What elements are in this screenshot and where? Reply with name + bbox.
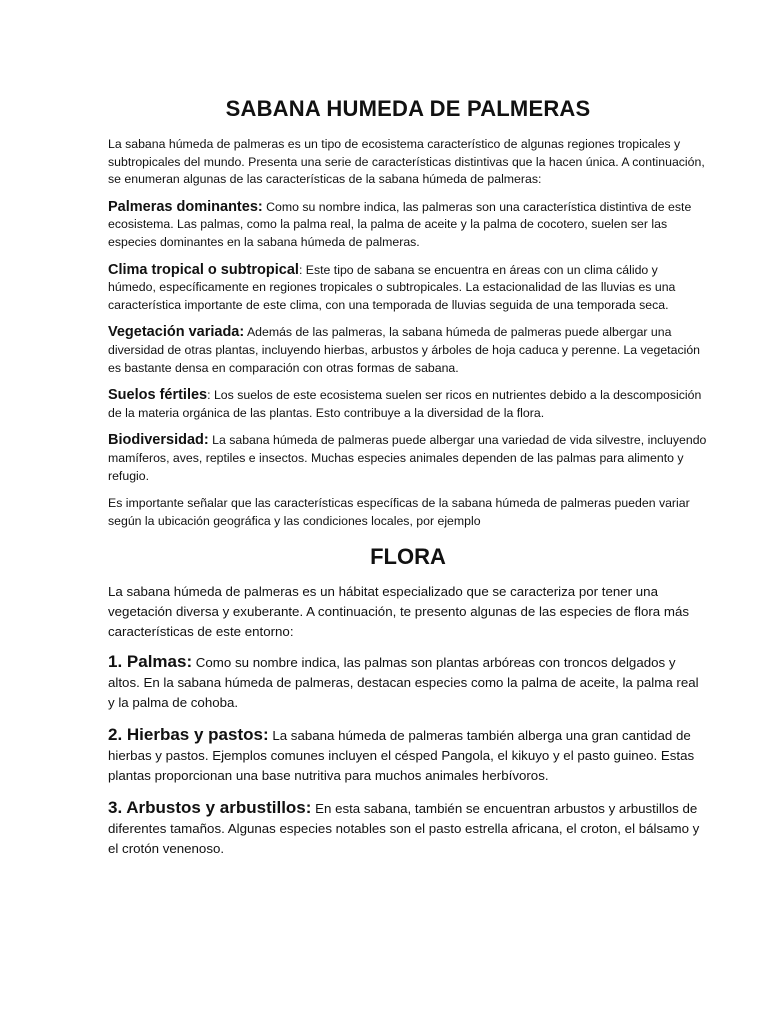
characteristics-section [108, 136, 708, 530]
flora-item [108, 652, 708, 713]
characteristic-item [108, 262, 708, 315]
characteristic-text: Además de las palmeras, la sabana húmeda de palmeras puede albergar una diversidad de otras plantas, incluyendo hierbas, arbustos y árboles de hoja caduca y perenne. La vegetación es bastante densa en comparación con otras formas de sabana. [108, 325, 700, 375]
characteristic-heading: Clima tropical o subtropical [108, 261, 299, 278]
flora-item-heading: 3. Arbustos y arbustillos: [108, 798, 312, 818]
flora-item [108, 798, 708, 859]
flora-item [108, 725, 708, 786]
note-paragraph: Es importante señalar que las características específicas de la sabana húmeda de palmeras pueden variar según la ubicación geográfica y las condiciones locales, por ejemplo [108, 496, 690, 528]
characteristic-heading: Suelos fértiles [108, 387, 208, 404]
flora-item-heading: 1. Palmas: [108, 652, 193, 672]
characteristic-item [108, 324, 708, 377]
flora-title: FLORA [370, 544, 446, 570]
flora-item-text: La sabana húmeda de palmeras también alberga una gran cantidad de hierbas y pastos. Ejemplos comunes incluyen el césped Pangola, el kikuyo y el pasto guineo. Estas plantas proporcionan una base nutritiva para muchos animales herbívoros. [108, 728, 695, 784]
characteristic-item [108, 432, 708, 485]
characteristic-text: La sabana húmeda de palmeras puede albergar una variedad de vida silvestre, incluyendo mamíferos, aves, reptiles e insectos. Muchas especies animales dependen de las palmas para alimento y refugio. [108, 433, 707, 483]
flora-intro-paragraph: La sabana húmeda de palmeras es un hábitat especializado que se caracteriza por tener una vegetación diversa y exuberante. A continuación, te presento algunas de las especies de flora más características de este entorno: [108, 584, 689, 640]
document-title: SABANA HUMEDA DE PALMERAS [225, 96, 591, 121]
characteristic-item [108, 387, 708, 422]
characteristic-item [108, 199, 708, 252]
flora-item-text: En esta sabana, también se encuentran arbustos y arbustillos de diferentes tamaños. Algunas especies notables son el pasto estrella africana, el croton, el bálsamo y el crotón venenoso. [108, 801, 700, 857]
flora-section [108, 582, 708, 859]
intro-paragraph: La sabana húmeda de palmeras es un tipo de ecosistema característico de algunas regiones tropicales y subtropicales del mundo. Presenta una serie de características distintivas que la hacen única. A continuación, se enumeran algunas de las características de la sabana húmeda de palmeras: [108, 137, 705, 187]
characteristic-text: : Este tipo de sabana se encuentra en áreas con un clima cálido y húmedo, específicamente en regiones tropicales o subtropicales. La estacionalidad de las lluvias es una característica importante de este clima, con una temporada de lluvias seguida de una temporada seca. [108, 262, 676, 312]
characteristic-heading: Biodiversidad: [108, 432, 209, 449]
flora-item-text: Como su nombre indica, las palmas son plantas arbóreas con troncos delgados y altos. En la sabana húmeda de palmeras, destacan especies como la palma de aceite, la palma real y la palma de cohoba. [108, 655, 699, 711]
characteristic-text: : Los suelos de este ecosistema suelen ser ricos en nutrientes debido a la descomposición de la materia orgánica de las plantas. Esto contribuye a la diversidad de la flora. [108, 388, 702, 420]
characteristic-heading: Palmeras dominantes: [108, 198, 263, 215]
characteristic-heading: Vegetación variada: [108, 324, 245, 341]
flora-item-heading: 2. Hierbas y pastos: [108, 725, 269, 745]
characteristic-text: Como su nombre indica, las palmeras son una característica distintiva de este ecosistema. Las palmas, como la palma real, la palma de aceite y la palma de cocotero, suelen ser las especies dominantes en la sabana húmeda de palmeras. [108, 199, 692, 249]
